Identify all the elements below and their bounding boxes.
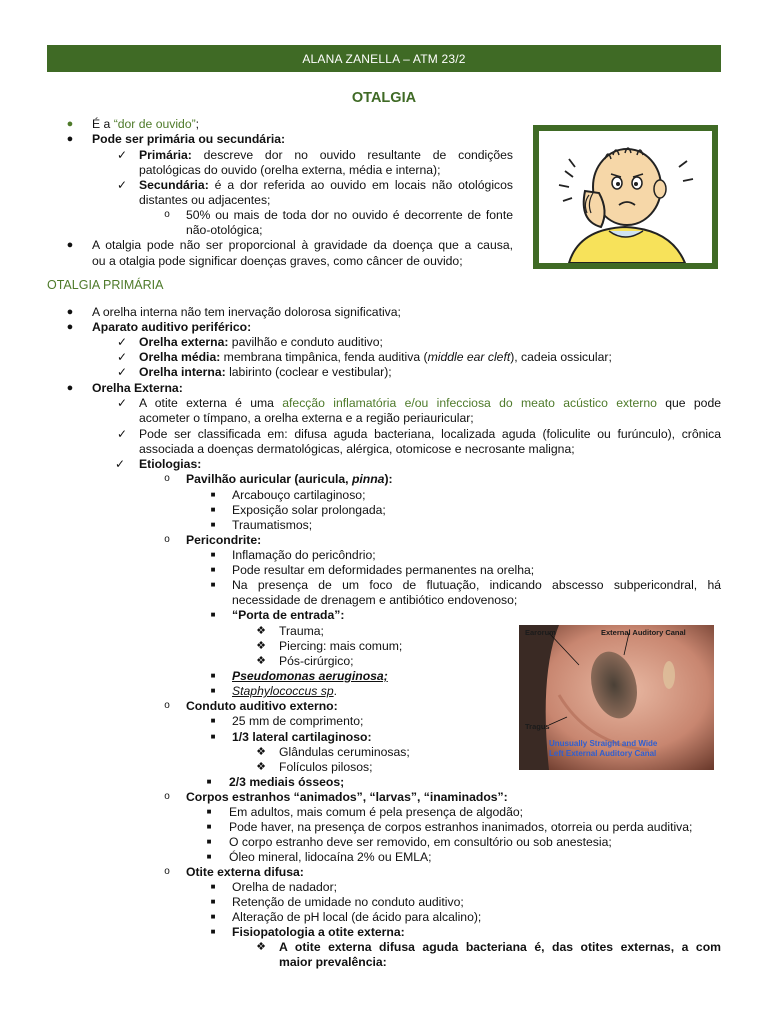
corpos-estranhos-label: Corpos estranhos “animados”, “larvas”, “inaminados”:	[186, 790, 508, 804]
fisiopatologia-item: A otite externa difusa aguda bacteriana é, das otites externas, a com	[279, 940, 721, 954]
bullet-icon: ●	[66, 306, 74, 318]
otite-difusa-label: Otite externa difusa:	[186, 865, 304, 879]
diamond-icon: ❖	[256, 655, 266, 667]
primaria-line-1: Primária: descreve dor no ouvido resultante de condições	[139, 148, 513, 162]
intro-bullet-1: É a “dor de ouvido”;	[92, 117, 200, 131]
pseudomonas-item: Pseudomonas aeruginosa;	[232, 669, 388, 683]
square-icon: ■	[206, 852, 212, 861]
check-icon: ✓	[116, 365, 128, 379]
check-icon: ✓	[116, 148, 128, 162]
porta-item: Pós-cirúrgico;	[279, 654, 354, 668]
diamond-icon: ❖	[256, 941, 266, 953]
square-icon: ■	[210, 505, 216, 514]
header-bar	[47, 45, 721, 72]
intro-bullet-3-line-2: ou a otalgia pode significar doenças graves, como câncer de ouvido;	[92, 254, 463, 268]
fisiopatologia-label: Fisiopatologia a otite externa:	[232, 925, 405, 939]
square-icon: ■	[210, 882, 216, 891]
prim-bullet-2: Aparato auditivo periférico:	[92, 320, 252, 334]
bullet-icon: ●	[66, 321, 74, 333]
etiologias-label: Etiologias:	[139, 457, 202, 471]
photo-label-tragus: Tragus	[525, 722, 550, 731]
corpos-item: Pode haver, na presença de corpos estranhos inanimados, otorreia ou perda auditiva;	[229, 820, 693, 834]
fisiopatologia-item-cont: maior prevalência:	[279, 955, 387, 969]
intro-bullet-3-line-1: A otalgia pode não ser proporcional à gravidade da doença que a causa,	[92, 238, 513, 252]
porta-item: Piercing: mais comum;	[279, 639, 403, 653]
corpos-item: Em adultos, mais comum é pela presença de algodão;	[229, 805, 524, 819]
square-icon: ■	[210, 927, 216, 936]
check-icon: ✓	[116, 350, 128, 364]
diamond-icon: ❖	[256, 640, 266, 652]
pericondrite-item: Na presença de um foco de flutuação, indicando abscesso subpericondral, há	[232, 578, 721, 592]
pericondrite-item-cont: necessidade de drenagem e antibiótico endovenoso;	[232, 593, 518, 607]
classificacao-line-1: Pode ser classificada em: difusa aguda bacteriana, localizada aguda (foliculite ou furúnculo), crônica	[139, 427, 721, 441]
intro-bullet-2: Pode ser primária ou secundária:	[92, 132, 286, 146]
photo-caption: Unusually Straight and Wide Left External Auditory Canal	[549, 739, 658, 758]
conduto-item: 25 mm de comprimento;	[232, 714, 364, 728]
pavilhao-item: Arcabouço cartilaginoso;	[232, 488, 366, 502]
photo-label-left: Earorum	[525, 628, 556, 637]
check-icon: ✓	[114, 457, 126, 471]
cartoon-image	[533, 125, 718, 269]
check-icon: ✓	[116, 335, 128, 349]
square-icon: ■	[206, 807, 212, 816]
pavilhao-item: Traumatismos;	[232, 518, 313, 532]
square-icon: ■	[210, 716, 216, 725]
page-title: OTALGIA	[351, 90, 417, 106]
orelha-interna-line: Orelha interna: labirinto (coclear e vestibular);	[139, 365, 392, 379]
conduto-item: 2/3 mediais ósseos;	[229, 775, 345, 789]
otite-externa-line-2: acometer o tímpano, a orelha externa e a região periauricular;	[139, 411, 474, 425]
square-icon: ■	[210, 490, 216, 499]
ear-canal-photo	[519, 625, 714, 770]
check-icon: ✓	[116, 427, 128, 441]
circle-icon: o	[164, 700, 170, 711]
corpos-item: O corpo estranho deve ser removido, em consultório ou sob anestesia;	[229, 835, 612, 849]
square-icon: ■	[210, 550, 216, 559]
square-icon: ■	[210, 732, 216, 741]
earache-cartoon-icon	[539, 131, 712, 263]
bullet-icon: ●	[66, 239, 74, 251]
fifty-line-2: não-otológica;	[186, 223, 263, 237]
prim-bullet-1: A orelha interna não tem inervação dolorosa significativa;	[92, 305, 401, 319]
square-icon: ■	[210, 897, 216, 906]
cartilaginoso-item: Glândulas ceruminosas;	[279, 745, 410, 759]
bullet-icon: ●	[66, 133, 74, 145]
square-icon: ■	[206, 822, 212, 831]
pericondrite-item: Pode resultar em deformidades permanentes na orelha;	[232, 563, 535, 577]
pericondrite-item: Inflamação do pericôndrio;	[232, 548, 376, 562]
pavilhao-item: Exposição solar prolongada;	[232, 503, 386, 517]
square-icon: ■	[210, 565, 216, 574]
diamond-icon: ❖	[256, 746, 266, 758]
classificacao-line-2: associada a doenças dermatológicas, alérgica, otomicose e necrosante maligna;	[139, 442, 575, 456]
difusa-item: Orelha de nadador;	[232, 880, 338, 894]
pericondrite-label: Pericondrite:	[186, 533, 262, 547]
circle-icon: o	[164, 791, 170, 802]
cartilaginoso-item: Folículos pilosos;	[279, 760, 373, 774]
photo-label-right: External Auditory Canal	[601, 628, 686, 637]
circle-icon: o	[164, 866, 170, 877]
corpos-item: Óleo mineral, lidocaína 2% ou EMLA;	[229, 850, 432, 864]
secundaria-line-1: Secundária: é a dor referida ao ouvido em locais não otológicos	[139, 178, 513, 192]
circle-icon: o	[164, 473, 170, 484]
secundaria-line-2: distantes ou adjacentes;	[139, 193, 271, 207]
fifty-line-1: 50% ou mais de toda dor no ouvido é decorrente de fonte	[186, 208, 513, 222]
difusa-item: Alteração de pH local (de ácido para alcalino);	[232, 910, 482, 924]
bullet-icon: ●	[66, 382, 74, 394]
circle-icon: o	[164, 209, 170, 220]
pavilhao-label: Pavilhão auricular (auricula, pinna):	[186, 472, 393, 486]
primaria-line-2: patológicas do ouvido (orelha externa, média e interna);	[139, 163, 441, 177]
otite-externa-line-1: A otite externa é uma afecção inflamatória e/ou infecciosa do meato acústico externo que pode	[139, 396, 721, 410]
orelha-media-line: Orelha média: membrana timpânica, fenda auditiva (middle ear cleft), cadeia ossicular;	[139, 350, 612, 364]
prim-bullet-3: Orelha Externa:	[92, 381, 183, 395]
porta-entrada-label: “Porta de entrada”:	[232, 608, 345, 622]
square-icon: ■	[210, 580, 216, 589]
diamond-icon: ❖	[256, 761, 266, 773]
square-icon: ■	[206, 777, 212, 786]
square-icon: ■	[206, 837, 212, 846]
square-icon: ■	[210, 912, 216, 921]
section-otalgia-primaria: OTALGIA PRIMÁRIA	[47, 278, 164, 292]
square-icon: ■	[210, 671, 216, 680]
diamond-icon: ❖	[256, 625, 266, 637]
circle-icon: o	[164, 534, 170, 545]
conduto-label: Conduto auditivo externo:	[186, 699, 338, 713]
orelha-externa-line: Orelha externa: pavilhão e conduto auditivo;	[139, 335, 383, 349]
square-icon: ■	[210, 610, 216, 619]
square-icon: ■	[210, 520, 216, 529]
check-icon: ✓	[116, 178, 128, 192]
header-text: ALANA ZANELLA – ATM 23/2	[302, 51, 466, 66]
staphylococcus-item: Staphylococcus sp.	[232, 684, 338, 698]
porta-item: Trauma;	[279, 624, 324, 638]
square-icon: ■	[210, 686, 216, 695]
bullet-icon: ●	[66, 118, 74, 130]
conduto-item: 1/3 lateral cartilaginoso:	[232, 730, 372, 744]
check-icon: ✓	[116, 396, 128, 410]
difusa-item: Retenção de umidade no conduto auditivo;	[232, 895, 464, 909]
